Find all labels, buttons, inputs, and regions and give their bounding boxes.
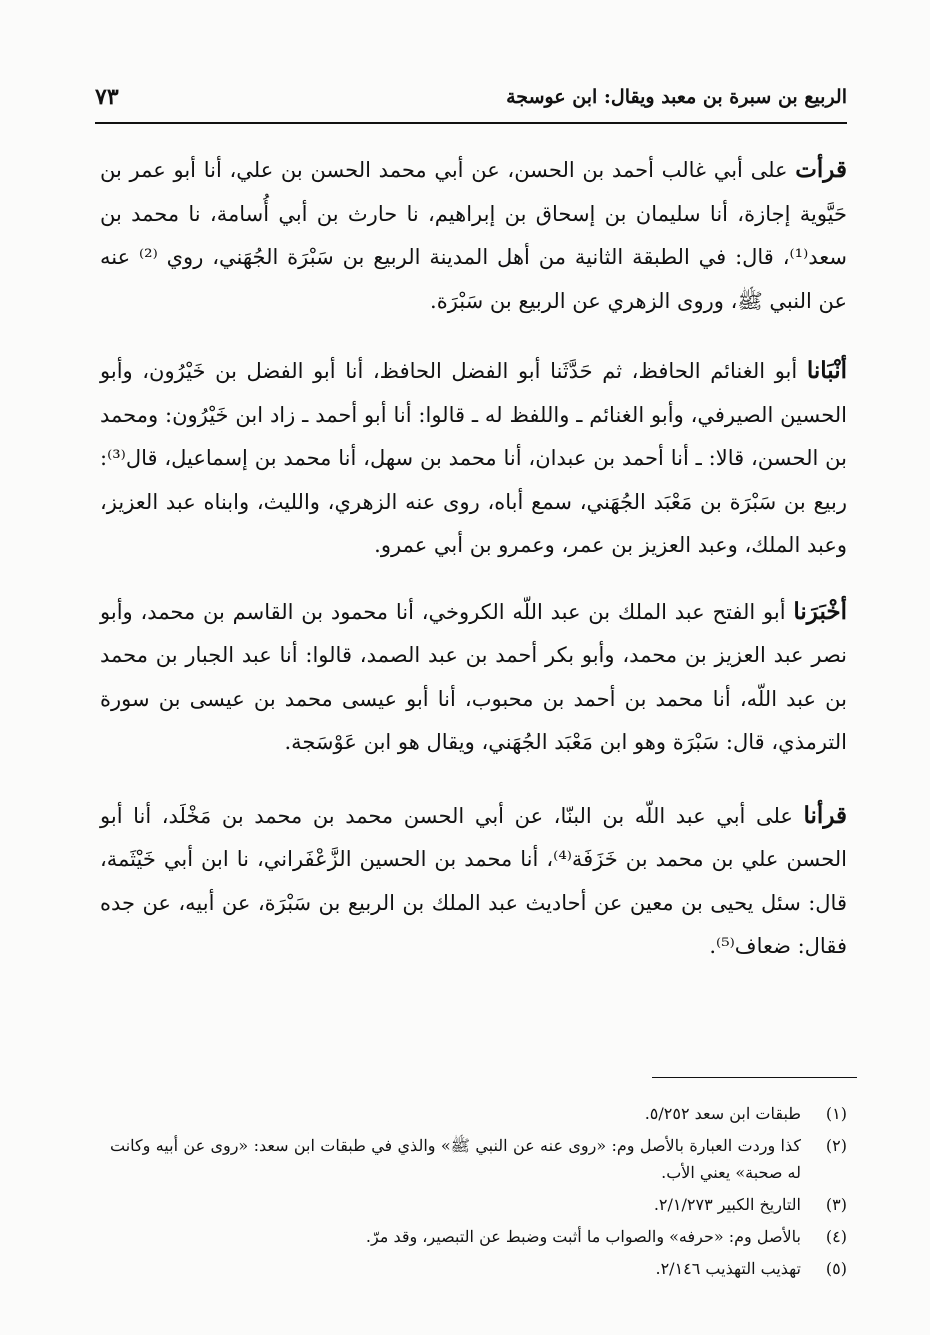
paragraph xyxy=(100,794,847,969)
footnote xyxy=(110,1255,847,1282)
footnote-text: كذا وردت العبارة بالأصل وم: «روى عنه عن النبي ﷺ» والذي في طبقات ابن سعد: «روى عن أبيه وكانت له صحبة» يعني الأب. xyxy=(110,1136,801,1182)
paragraph-text: أبو الغنائم الحافظ، ثم حَدَّثَنا أبو الفضل الحافظ، أنا أبو الفضل بن خَيْرُون، وأبو الحسين الصيرفي، وأبو الغنائم ـ واللفظ له ـ قالوا: أنا أبو أحمد ـ زاد ابن خَيْرُون: ومحمد بن الحسن، قالا: ـ أنا أحمد بن عبدان، أنا محمد بن سهل، أنا محمد بن إسماعيل، قال⁽³⁾: ربيع بن سَبْرَة بن مَعْبَد الجُهَني، سمع أباه، روى عنه الزهري، والليث، وابناه عبد العزيز، وعبد الملك، وعبد العزيز بن عمر، وعمرو بن أبي عمرو. xyxy=(100,359,847,557)
footnote-number: (١) xyxy=(825,1104,847,1123)
footnote xyxy=(110,1223,847,1250)
paragraph-text: على أبي عبد اللّه بن البنّا، عن أبي الحسن محمد بن محمد بن مَخْلَد، أنا أبو الحسن علي بن محمد بن خَزَفَة⁽⁴⁾، أنا محمد بن الحسين الزَّعْفَراني، نا ابن أبي خَيْثَمة، قال: سئل يحيى بن معين عن أحاديث عبد الملك بن الربيع بن سَبْرَة، عن أبيه، عن جده فقال: ضعاف⁽⁵⁾. xyxy=(100,803,847,958)
page-header xyxy=(95,80,847,116)
footnote-text: طبقات ابن سعد ٥/٢٥٢. xyxy=(644,1104,801,1123)
footnote xyxy=(110,1191,847,1218)
footnote-number: (٥) xyxy=(825,1259,847,1278)
paragraph-text: أبو الفتح عبد الملك بن عبد اللّه الكروخي، أنا محمود بن القاسم بن محمد، وأبو نصر عبد العزيز بن محمد، وأبو بكر أحمد بن عبد الصمد، قالوا: أنا عبد الجبار بن محمد بن عبد اللّه، أنا محمد بن أحمد بن محبوب، أنا أبو عيسى محمد بن عيسى بن سورة الترمذي، قال: سَبْرَة وهو ابن مَعْبَد الجُهَني، ويقال هو ابن عَوْسَجة. xyxy=(100,599,847,754)
footnote-text: تهذيب التهذيب ٢/١٤٦. xyxy=(655,1259,801,1278)
paragraph-lead-word: قرأنا xyxy=(803,801,847,829)
paragraph xyxy=(100,148,847,323)
footnote-separator xyxy=(652,1077,857,1078)
footnote-number: (٤) xyxy=(825,1227,847,1246)
body-text xyxy=(100,148,847,969)
paragraph-lead-word: أنْبَانا xyxy=(806,357,847,384)
page-number: ٧٣ xyxy=(95,84,119,110)
footnote xyxy=(110,1100,847,1127)
paragraph-lead-word: قرأت xyxy=(795,156,847,183)
footnote-number: (٢) xyxy=(825,1136,847,1155)
footnotes xyxy=(110,1100,847,1287)
paragraph xyxy=(100,590,847,765)
footnote-text: التاريخ الكبير ٢/١/٢٧٣. xyxy=(653,1195,801,1214)
paragraph-text: على أبي غالب أحمد بن الحسن، عن أبي محمد الحسن بن علي، أنا أبو عمر بن حَيَّوية إجازة، أنا سليمان بن إسحاق بن إبراهيم، نا حارث بن أبي أُسامة، نا محمد بن سعد⁽¹⁾، قال: في الطبقة الثانية من أهل المدينة الربيع بن سَبْرَة الجُهَني، روي ⁽²⁾ عنه عن النبي ﷺ، وروى الزهري عن الربيع بن سَبْرَة. xyxy=(100,158,847,313)
footnote-number: (٣) xyxy=(825,1195,847,1214)
footnote-text: بالأصل وم: «حرفه» والصواب ما أثبت وضبط عن التبصير، وقد مرّ. xyxy=(365,1227,801,1246)
paragraph-lead-word: أخْبَرَنا xyxy=(793,597,847,625)
header-rule xyxy=(95,122,847,124)
running-title: الربيع بن سبرة بن معبد ويقال: ابن عوسجة xyxy=(506,86,847,108)
footnote xyxy=(110,1132,847,1186)
paragraph xyxy=(100,349,847,568)
